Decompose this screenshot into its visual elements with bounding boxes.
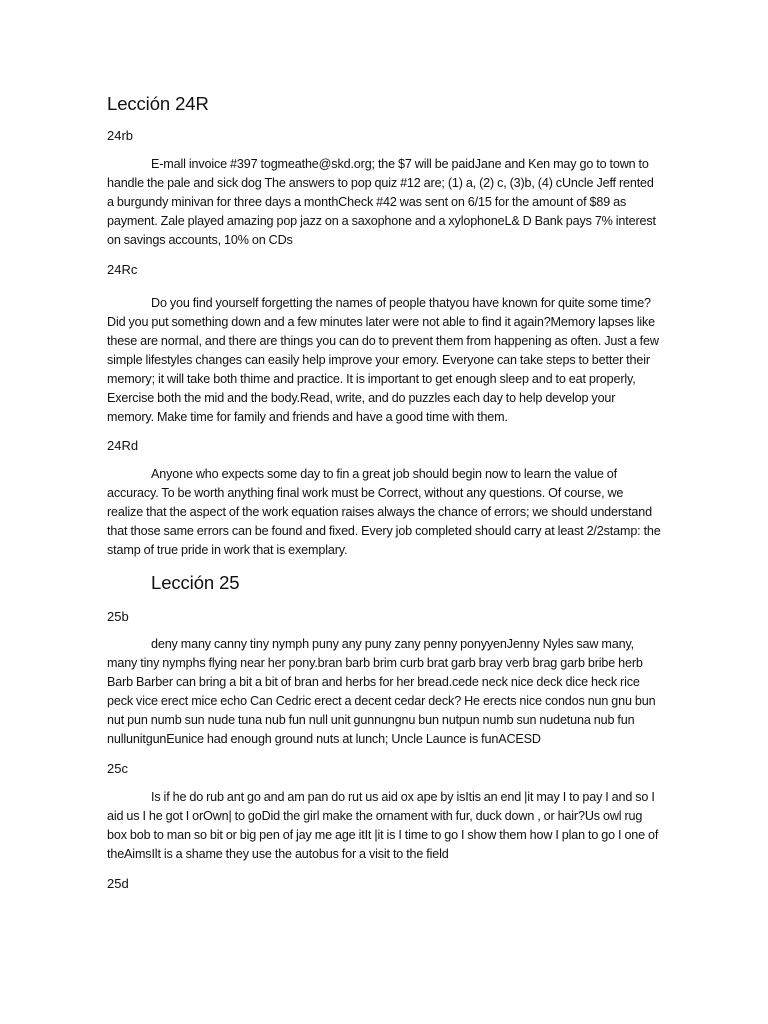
paragraph-25c: Is if he do rub ant go and am pan do rut us aid ox ape by isItis an end |it may I to pay I and so I aid us I he got I orOwn| to goDid the girl make the ornament with fur, duck down , or hair?Us owl rug box bob to man so bit or big pen of jay me age itIt |it is I time to go I show them how I plan to go I one of theAimsIlt is a shame they use the autobus for a visit to the field — [107, 790, 659, 861]
paragraph-24rb: E-mall invoice #397 togmeathe@skd.org; the $7 will be paidJane and Ken may go to town to handle the pale and sick dog The answers to pop quiz #12 are; (1) a, (2) c, (3)b, (4) cUncle Jeff rented a burgundy minivan for three days a monthCheck #42 was sent on 6/15 for the amount of $89 as payment. Zale played amazing pop jazz on a saxophone and a xylophoneL& D Bank pays 7% interest on savings accounts, 10% on CDs — [107, 157, 656, 247]
section-label-24rb: 24rb — [107, 128, 134, 143]
paragraph-25b: deny many canny tiny nymph puny any puny zany penny ponyyenJenny Nyles saw many, many tiny nymphs flying near her pony.bran barb brim curb brat garb bray verb brag garb bribe herb Barb Barber can bring a bit a bit of bran and herbs for her bread.cede neck nice deck dice heck rice peck vice erect mice echo Can Cedric erect a decent cedar deck? He erects nice condos nun gnu bun nut pun numb sun nude tuna nub fun null unit gunnungnu bun nutpun numb sun nudetuna nub fun nullunitgunEunice had enough ground nuts at lunch; Uncle Launce is funACESD — [107, 637, 656, 746]
section-label-25b: 25b — [107, 609, 129, 624]
section-label-25d: 25d — [107, 876, 129, 891]
paragraph-24rd: Anyone who expects some day to fin a great job should begin now to learn the value of accuracy. To be worth anything final work must be Correct, without any questions. Of course, we realize that the aspect of the work equation raises always the chance of errors; we should understand that those same errors can be found and fixed. Every job completed should carry at least 2/2stamp: the stamp of true pride in work that is exemplary. — [107, 467, 661, 557]
section-label-24rd: 24Rd — [107, 438, 139, 453]
paragraph-24rc: Do you find yourself forgetting the names of people thatyou have known for quite some time? Did you put something down and a few minutes later were not able to find it again?Memory lapses like these are normal, and there are things you can do to prevent them from happening as often. Just a few simple lifestyles changes can easily help improve your emory. Everyone can take steps to better their memory; it will take both thime and practice. It is important to get enough sleep and to eat properly, Exercise both the mid and the body.Read, write, and do puzzles each day to help develop your memory. Make time for family and friends and have a good time with them. — [107, 296, 659, 424]
section-label-24rc: 24Rc — [107, 262, 138, 277]
lesson-24r-title: Lección 24R — [107, 93, 209, 114]
lesson-25-title: Lección 25 — [151, 572, 240, 593]
section-label-25c: 25c — [107, 761, 128, 776]
